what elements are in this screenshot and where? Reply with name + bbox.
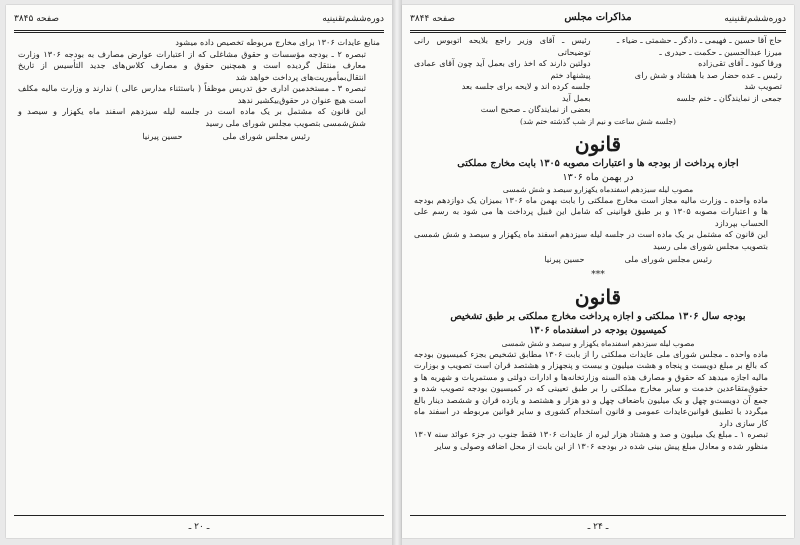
page-header [410, 11, 786, 29]
header-rule [14, 32, 384, 33]
session-label: دوره‌ششم‌تقنینیه [724, 14, 786, 24]
left-page-body [18, 37, 380, 143]
line: بعمل آید [562, 92, 591, 103]
law-title: قانون [574, 284, 622, 309]
page-number: ـ ۲۰ ـ [188, 522, 210, 532]
line: رئیس ـ عده حضار صد با هشتاد و شش رای [634, 69, 782, 80]
footer-rule [14, 515, 384, 516]
paragraph: تبصره ۱ ـ مبلغ یک میلیون و صد و هشتاد هزار لیره از عایدات ۱۳۰۶ فقط جنوب در جزء عوائد سنه ۱۳۰۷ منظور شده و معادل مبلغ پیش بینی شده در بودجه ۱۳۰۶ از این بابت از محل اضافه وصولی و سایر [414, 429, 769, 451]
law-approval-note: مصوب لیله سیزدهم اسفندماه یکهزار و سیصد و شش شمسی [501, 338, 695, 348]
law-subtitle: بودجه سال ۱۳۰۶ مملکتی و اجازه پرداخت مخارج مملکتی بر طبق تشخیص [450, 310, 746, 322]
paragraph: این قانون که مشتمل بر یک ماده است در جلسه لیله سیزدهم اسفند ماه یکهزار و سیصد و شش‌شمسی بتصویب مجلس شورای ملی رسید [18, 106, 366, 128]
page-label: صفحه ۳۸۴۵ [14, 14, 60, 24]
signature-block [414, 254, 782, 266]
paragraph: تبصره ۲ ـ بودجه مؤسسات و حقوق مشاغلی که از اعتبارات عوارض مصارف به بودجه ۱۳۰۶ وزارت معارف منتقل گردیده است و همچنین حقوق و مصارف کلاس‌های جدید التأسیس از تاریخ انتقال‌بمأموریت‌های پرداخت خواهد شد [18, 48, 367, 82]
paragraph: ماده واحده ـ مجلس شورای ملی عایدات مملکتی را از بابت ۱۳۰۶ مطابق تشخیص بجزء کمیسیون بودجه که بالغ بر مبلغ دویست و پنجاه و هشت میلیون و بیست و پنجهزار و هشتصد قران است تصویب و بوزارت مالیه اجازه میدهد که حقوق و مصارف هذه السنه وزارتخانه‌ها و ادارات دولتی و مستمریات و شهریه ها و حقوق‌متقاعدین خدمت و سایر مخارج مملکتی را بر طبق تعیینی که در کمیسیون بودجه تصویب شده و جمع آن دویست‌و چهل و یک میلیون باضعاف چهل و دو هزار و هشتصد و یازده قران و ششصد دینار بالغ میگردد با تطبیق قوانین‌عایدات عمومی و قانون استخدام کشوری و سایر قوانین مربوطه در اسفند ماه کار سازی دارد [414, 348, 768, 428]
law-date: در بهمن ماه ۱۳۰۶ [562, 171, 634, 183]
paragraph: ماده واحده ـ وزارت مالیه مجاز است مخارج مملکتی را بابت بهمن ماه ۱۳۰۶ بمیزان یک دوازدهم بودجه ها و اعتبارات مصوبه ۱۳۰۵ و بر طبق قوانینی که شامل این قبیل پرداخت ها می شود به رسم علی الحساب بپردازد [414, 194, 769, 228]
running-title: مذاکرات مجلس [564, 12, 632, 23]
signature-name: حسین پیرنیا [142, 131, 183, 141]
header-rule [410, 30, 786, 31]
law-subtitle: اجازه پرداخت از بودجه ها و اعتبارات مصوبه ۱۳۰۵ بابت مخارج مملکتی [457, 157, 739, 169]
right-page [402, 5, 794, 538]
attendance-left-col [414, 35, 591, 116]
signature-name: حسین پیرنیا [544, 254, 585, 264]
left-page [6, 5, 392, 538]
line: تصویب شد [744, 81, 782, 91]
attendance-right-col [605, 35, 782, 116]
paragraph: این قانون که مشتمل بر یک ماده است در جلسه لیله سیزدهم اسفند ماه یکهزار و سیصد و شش شمسی بتصویب مجلس شورای ملی رسید [414, 229, 768, 251]
line: بعضی از نمایندگان ـ صحیح است [480, 104, 591, 114]
line: دولتین دارند که اخذ رای بعمل آید چون آقای عمادی پیشنهاد ختم [414, 58, 591, 80]
book-gutter [392, 0, 402, 545]
session-label: دوره‌ششم‌تقنینیه [322, 14, 384, 24]
law-subtitle-2: کمیسیون بودجه در اسفندماه ۱۳۰۶ [529, 324, 667, 336]
line: میرزا عبدالحسین ـ حکمت ـ حیدری ـ [659, 46, 782, 57]
page-header [14, 11, 384, 29]
line: جلسه کرده اند و لایحه برای جلسه بعد [461, 81, 591, 91]
line: رئیس ـ آقای وزیر راجع بلایحه اتوبوس رانی توضیحاتی [414, 35, 591, 57]
line: جمعی از نمایندگان ـ ختم جلسه [676, 92, 782, 103]
paragraph: منابع عایدات ۱۳۰۶ برای مخارج مربوطه تخصیص داده میشود [175, 37, 380, 47]
page-label: صفحه ۳۸۴۴ [410, 14, 456, 24]
right-page-body [414, 35, 782, 452]
signature-title: رئیس مجلس شورای ملی [624, 254, 712, 264]
line: ورقا‌ کبود ـ آقای تقی‌زاده [698, 58, 782, 68]
attendance-section [414, 35, 782, 127]
section-divider: *** [591, 269, 605, 280]
page-number: ـ ۲۴ ـ [587, 522, 609, 532]
header-rule [14, 30, 384, 31]
signature-title: رئیس مجلس شورای ملی [222, 131, 310, 141]
line: حاج آقا حسین ـ فهیمی ـ دادگر ـ حشمتی ـ ضیاء ـ [616, 35, 782, 45]
footer-rule [410, 515, 786, 516]
header-rule [410, 32, 786, 33]
paragraph: تبصره ۳ ـ مستخدمین اداری حق تدریس موظفاً ( باستثناء مدارس عالی ) ندارند و وزارت مالیه مکلف است هیچ عنوان در حقوق‌بیکشیر ندهد [18, 83, 366, 105]
law-approval-note: مصوب لیله سیزدهم اسفندماه یکهزارو سیصد و شش شمسی [502, 184, 694, 194]
signature-block [18, 131, 380, 143]
session-closing: (جلسه شش ساعت و نیم از شب گذشته ختم شد) [520, 116, 676, 126]
law-title: قانون [574, 131, 622, 156]
